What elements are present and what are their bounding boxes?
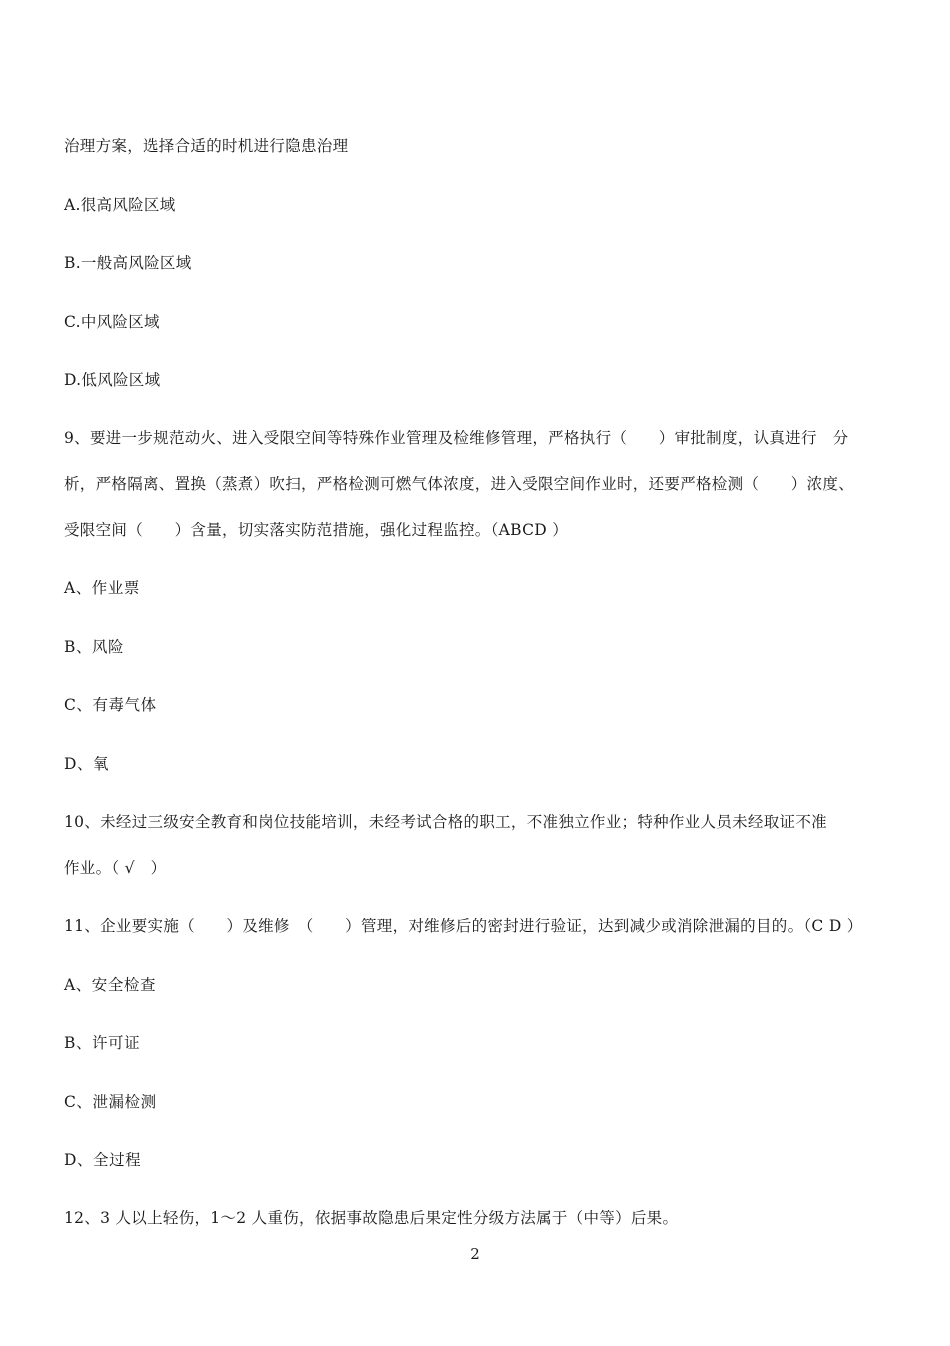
q11-option-b: B、许可证 xyxy=(64,1034,141,1052)
question-text: 作业。（ √ ） xyxy=(64,859,167,877)
q8-option-b: B.一般高风险区域 xyxy=(64,254,192,272)
q11-option-d: D、全过程 xyxy=(64,1151,142,1169)
question-text: 受限空间（ ）含量，切实落实防范措施，强化过程监控。（ABCD ） xyxy=(64,521,569,539)
q8-option-c: C.中风险区域 xyxy=(64,313,160,331)
page-number: 2 xyxy=(470,1245,480,1263)
q8-option-d: D.低风险区域 xyxy=(64,371,161,389)
q11-option-a: A、安全检查 xyxy=(64,976,156,994)
q9-option-d: D、氧 xyxy=(64,755,110,773)
q9-option-c: C、有毒气体 xyxy=(64,696,157,714)
question-text: 9、要进一步规范动火、进入受限空间等特殊作业管理及检维修管理，严格执行（ ）审批制度，认真进行 分 xyxy=(64,429,849,447)
question-text: 析，严格隔离、置换（蒸煮）吹扫，严格检测可燃气体浓度，进入受限空间作业时，还要严格检测（ ）浓度、 xyxy=(64,475,855,493)
q8-option-a: A.很高风险区域 xyxy=(64,196,176,214)
intro-line: 治理方案，选择合适的时机进行隐患治理 xyxy=(64,137,349,155)
q11-option-c: C、泄漏检测 xyxy=(64,1093,157,1111)
question-text: 10、未经过三级安全教育和岗位技能培训，未经考试合格的职工，不准独立作业；特种作业人员未经取证不准 xyxy=(64,813,827,831)
question-text: 12、3 人以上轻伤，1～2 人重伤，依据事故隐患后果定性分级方法属于（中等）后果。 xyxy=(64,1209,679,1227)
q9-option-b: B、风险 xyxy=(64,638,125,656)
question-text: 11、企业要实施（ ）及维修 （ ）管理，对维修后的密封进行验证，达到减少或消除泄漏的目的。（C D ） xyxy=(64,917,863,935)
q9-option-a: A、作业票 xyxy=(64,579,140,597)
